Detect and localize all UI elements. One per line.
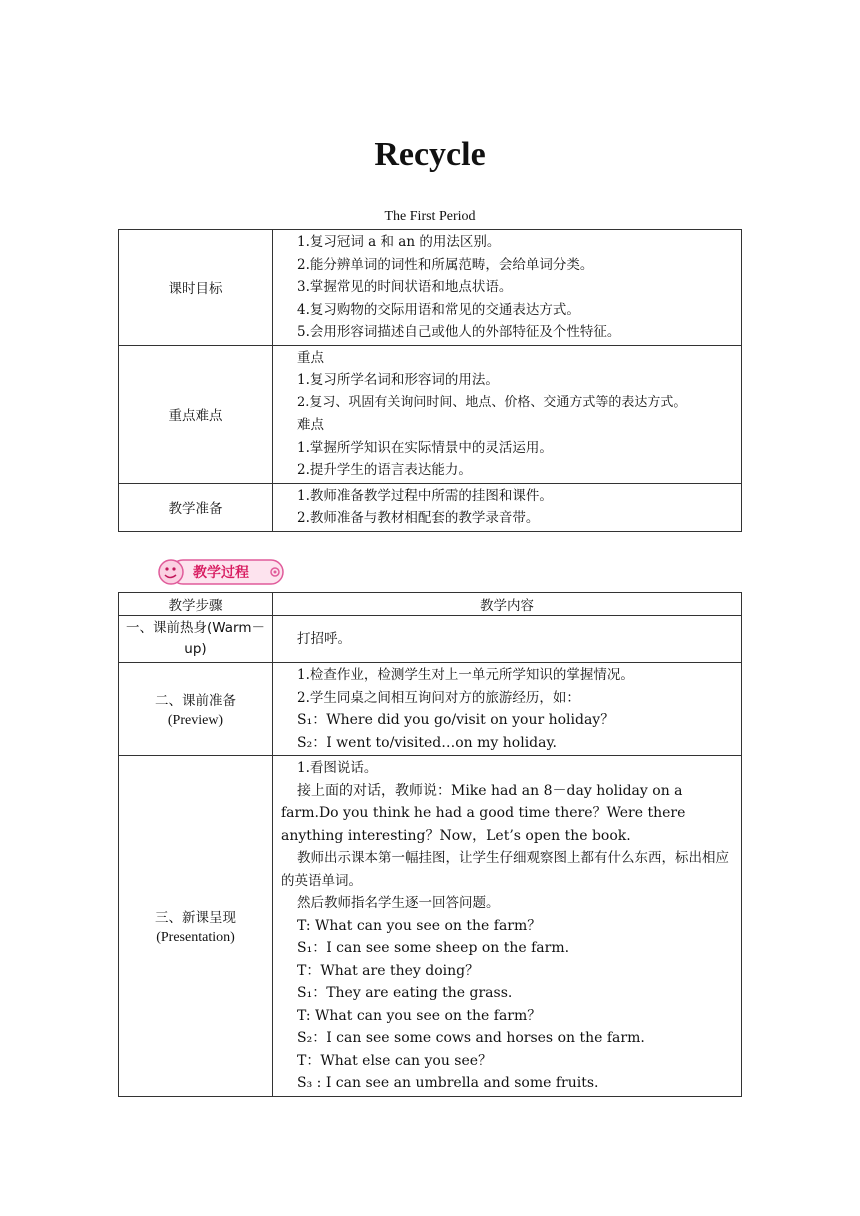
preview-line: 2.学生同桌之间相互询问对方的旅游经历，如：	[297, 689, 580, 706]
step-presentation-label-cell	[119, 756, 273, 1097]
objective-item: 1.复习冠词 a 和 an 的用法区别。	[297, 234, 501, 250]
presentation-line: 教师出示课本第一幅挂图，让学生仔细观察图上都有什么东西，标出相应的英语单词。	[281, 850, 729, 889]
presentation-line: S₁：I can see some sheep on the farm.	[297, 940, 570, 956]
keypoint-item: 难点	[297, 417, 324, 433]
keypoint-item: 1.掌握所学知识在实际情景中的灵活运用。	[297, 439, 553, 456]
objective-item: 3.掌握常见的时间状语和地点状语。	[297, 279, 513, 295]
presentation-line: T：What else can you see？	[297, 1052, 493, 1069]
warmup-text: 打招呼。	[297, 630, 351, 647]
step-preview-label: 二、课前准备	[155, 693, 236, 709]
keypoint-item: 2.复习、巩固有关询问时间、地点、价格、交通方式等的表达方式。	[297, 394, 687, 410]
keypoints-row	[119, 345, 742, 483]
presentation-line: S₂：I can see some cows and horses on the farm.	[297, 1030, 645, 1046]
presentation-line: S₁：They are eating the grass.	[297, 985, 513, 1001]
step-column-header: 教学步骤	[119, 593, 273, 616]
keypoints-content	[273, 345, 742, 483]
teaching-process-banner-icon	[157, 557, 285, 587]
presentation-line: 接上面的对话，教师说：Mike had an 8－day holiday on a farm.Do you think he had a good time there？Were there anything interesting？Now，Let’s open the book.	[281, 782, 686, 844]
objectives-row	[119, 230, 742, 346]
step-presentation-row	[119, 756, 742, 1097]
process-header-row	[119, 593, 742, 616]
preview-line: S₂：I went to/visited…on my holiday.	[297, 734, 557, 751]
step-preview-row	[119, 663, 742, 756]
preview-line: 1.检查作业，检测学生对上一单元所学知识的掌握情况。	[297, 667, 634, 683]
presentation-line: T：What are they doing？	[297, 962, 480, 979]
content-column-header: 教学内容	[273, 593, 742, 616]
keypoint-item: 重点	[297, 349, 324, 366]
step-preview-label-cell	[119, 663, 273, 756]
objectives-content	[273, 230, 742, 346]
step-preview-label-en: (Preview)	[167, 713, 224, 728]
process-table	[118, 592, 742, 1097]
step-warmup-content	[273, 616, 742, 663]
objective-item: 2.能分辨单词的词性和所属范畴，会给单词分类。	[297, 256, 594, 273]
objectives-label: 课时目标	[119, 230, 273, 346]
preview-line: S₁：Where did you go/visit on your holiday？	[297, 712, 615, 728]
step-presentation-label-en: (Presentation)	[156, 929, 235, 945]
presentation-line: T: What can you see on the farm？	[297, 1007, 542, 1024]
step-warmup-label: 一、课前热身(Warm－up)	[119, 616, 273, 663]
presentation-line: S₃ : I can see an umbrella and some fruits.	[297, 1075, 599, 1091]
overview-table	[118, 229, 742, 532]
keypoints-label: 重点难点	[119, 345, 273, 483]
prep-item: 2.教师准备与教材相配套的教学录音带。	[297, 510, 540, 526]
prep-row	[119, 483, 742, 531]
banner-text: 教学过程	[193, 565, 249, 581]
step-preview-content	[273, 663, 742, 756]
keypoint-item: 1.复习所学名词和形容词的用法。	[297, 372, 499, 388]
prep-item: 1.教师准备教学过程中所需的挂图和课件。	[297, 487, 553, 504]
prep-label: 教学准备	[119, 483, 273, 531]
period-subtitle: The First Period	[384, 209, 476, 224]
objective-item: 4.复习购物的交际用语和常见的交通表达方式。	[297, 301, 580, 318]
presentation-line: T: What can you see on the farm？	[297, 917, 542, 934]
keypoint-item: 2.提升学生的语言表达能力。	[297, 462, 472, 478]
step-presentation-label: 三、新课呈现	[155, 909, 236, 926]
step-presentation-content	[273, 756, 742, 1097]
objective-item: 5.会用形容词描述自己或他人的外部特征及个性特征。	[297, 324, 621, 340]
document-title: Recycle	[374, 136, 486, 173]
prep-content	[273, 483, 742, 531]
presentation-line: 然后教师指名学生逐一回答问题。	[297, 895, 500, 911]
presentation-line: 1.看图说话。	[297, 760, 378, 776]
step-warmup-row	[119, 616, 742, 663]
